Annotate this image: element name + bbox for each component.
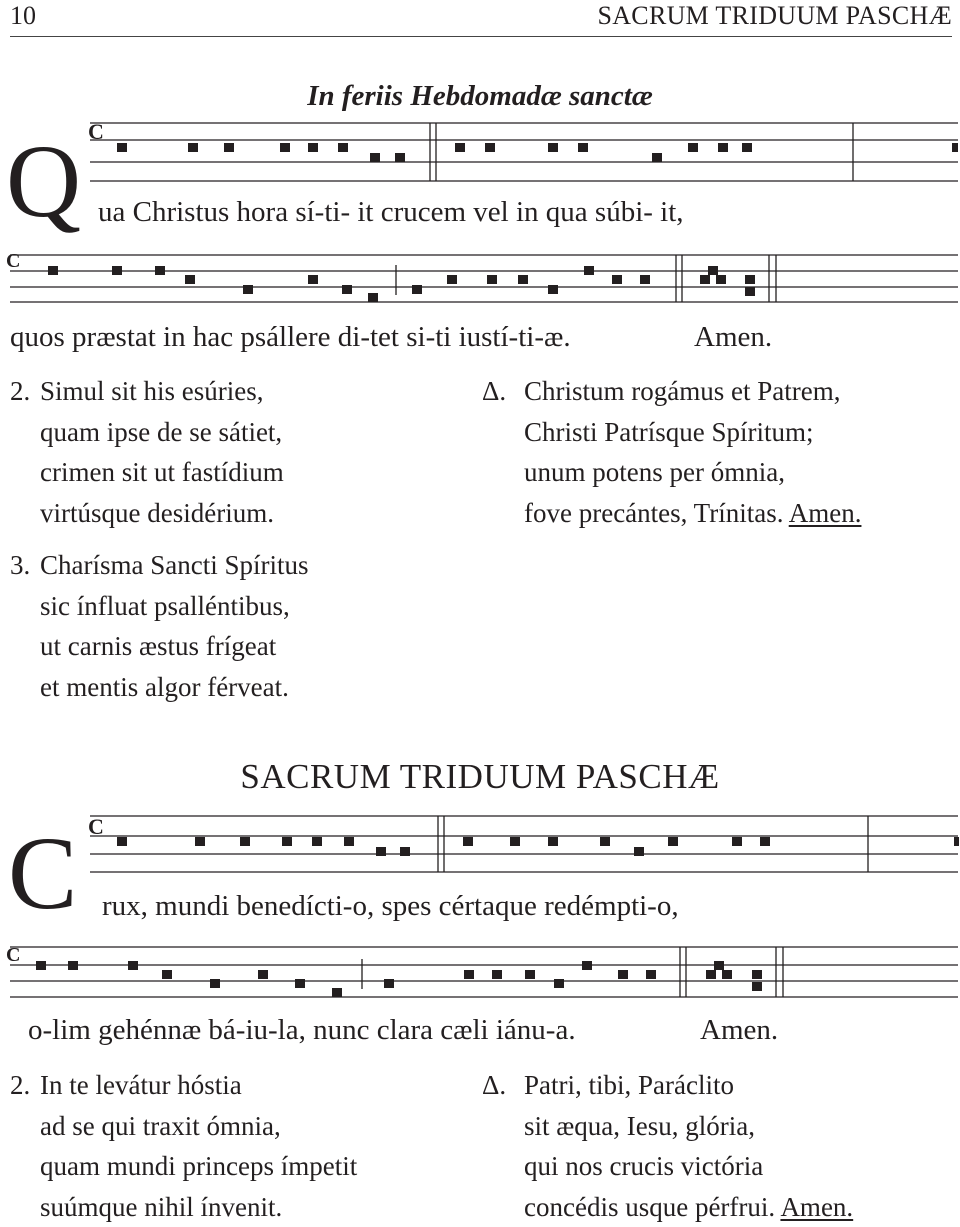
neume-note (668, 837, 678, 846)
neume-note (68, 961, 78, 970)
neume-note (742, 143, 752, 152)
neume-note (463, 837, 473, 846)
neume-note (640, 275, 650, 284)
neume-note (706, 970, 716, 979)
neume-note (48, 266, 58, 275)
hymn1-lyric-line-1: ua Christus hora sí-ti- it crucem vel in qua súbi- it, (98, 196, 684, 228)
neume-note (243, 285, 253, 294)
neume-note (342, 285, 352, 294)
neume-note (700, 275, 710, 284)
section-title: SACRUM TRIDUUM PASCHÆ (240, 757, 720, 796)
hymn-subtitle: In feriis Hebdomadæ sanctæ (307, 80, 653, 112)
neume-note (612, 275, 622, 284)
neume-note (760, 837, 770, 846)
neume-note (210, 979, 220, 988)
neume-note (308, 275, 318, 284)
neume-note (370, 153, 380, 162)
neume-note (714, 961, 724, 970)
chant-staff-3 (0, 808, 960, 878)
neume-note (282, 837, 292, 846)
neume-note (716, 275, 726, 284)
neume-note (36, 961, 46, 970)
do-clef-icon: C (88, 814, 104, 839)
neume-note (400, 847, 410, 856)
neume-note (548, 837, 558, 846)
do-clef-icon: C (6, 250, 21, 272)
neume-note (455, 143, 465, 152)
neume-note (510, 837, 520, 846)
hymn1-stanza-2: 2. Simul sit his esúries, quam ipse de se sátiet, crimen sit ut fastídium virtúsque desidérium. (10, 371, 284, 533)
neume-note (954, 837, 959, 846)
hymn2-stanza-2: 2. In te levátur hóstia ad se qui traxit ómnia, quam mundi princeps ímpetit suúmque nihil ínvenit. (10, 1065, 357, 1227)
stanza-number: 3. (10, 550, 31, 580)
neume-note (185, 275, 195, 284)
stanza-number: 2. (10, 376, 31, 406)
neume-note (155, 266, 165, 275)
neume-note (308, 143, 318, 152)
chant-staff-1 (0, 115, 960, 185)
drop-cap-c: C (8, 816, 78, 931)
neume-note (688, 143, 698, 152)
neume-note (376, 847, 386, 856)
neume-note (708, 266, 718, 275)
neume-note (112, 266, 122, 275)
hymn2-doxology: Δ. Patri, tibi, Paráclito sit æqua, Iesu, glória, qui nos crucis victória concédis usque pérfrui. Amen. (482, 1065, 853, 1227)
neume-note (487, 275, 497, 284)
neume-note (485, 143, 495, 152)
page-number: 10 (10, 1, 36, 30)
neume-note (368, 293, 378, 302)
neume-note (652, 153, 662, 162)
neume-note (295, 979, 305, 988)
neume-note (952, 143, 958, 152)
neume-note (162, 970, 172, 979)
neume-note (600, 837, 610, 846)
neume-note (722, 970, 732, 979)
neume-note (338, 143, 348, 152)
neume-note (548, 143, 558, 152)
neume-note (634, 847, 644, 856)
drop-cap-q: Q (6, 124, 82, 239)
neume-note (447, 275, 457, 284)
chant-staff-2 (0, 245, 960, 305)
hymn1-stanza-3: 3. Charísma Sancti Spíritus sic ínfluat psalléntibus, ut carnis æstus frígeat et mentis algor férveat. (10, 545, 308, 707)
neume-note (195, 837, 205, 846)
page-header (10, 0, 952, 37)
neume-note (752, 970, 762, 979)
neume-note (258, 970, 268, 979)
neume-note (117, 143, 127, 152)
neume-note (344, 837, 354, 846)
neume-note (752, 982, 762, 991)
neume-note (745, 287, 755, 296)
neume-note (718, 143, 728, 152)
neume-note (128, 961, 138, 970)
neume-note (492, 970, 502, 979)
neume-note (384, 979, 394, 988)
doxology-mark: Δ. (482, 1070, 507, 1100)
neume-note (618, 970, 628, 979)
doxology-amen: Amen. (780, 1191, 854, 1222)
hymn1-lyric-text: quos præstat in hac psállere di-tet si-ti iustí-ti-æ. (10, 321, 571, 353)
hymn2-lyric-line-2: o-lim gehénnæ bá-iu-la, nunc clara cæli iánu-a. (28, 1014, 576, 1046)
hymn2-amen: Amen. (700, 1014, 779, 1046)
doxology-amen: Amen. (788, 497, 862, 528)
hymn2-lyric-line-1: rux, mundi benedícti-o, spes cértaque redémpti-o, (102, 890, 679, 922)
stanza-number: 2. (10, 1070, 31, 1100)
neume-note (117, 837, 127, 846)
neume-note (525, 970, 535, 979)
hymn1-lyric-line-2 (10, 321, 571, 354)
neume-note (312, 837, 322, 846)
neume-note (584, 266, 594, 275)
neume-note (646, 970, 656, 979)
neume-note (582, 961, 592, 970)
neume-note (554, 979, 564, 988)
chant-staff-4 (0, 937, 960, 997)
neume-note (518, 275, 528, 284)
neume-note (188, 143, 198, 152)
neume-note (224, 143, 234, 152)
neume-note (732, 837, 742, 846)
neume-note (395, 153, 405, 162)
hymn1-doxology: Δ. Christum rogámus et Patrem, Christi Patrísque Spíritum; unum potens per ómnia, fove precántes, Trínitas. Amen. (482, 371, 861, 533)
neume-note (548, 285, 558, 294)
do-clef-icon: C (6, 944, 21, 966)
doxology-mark: Δ. (482, 376, 507, 406)
neume-note (412, 285, 422, 294)
neume-note (240, 837, 250, 846)
hymn1-amen: Amen. (694, 321, 773, 353)
do-clef-icon: C (88, 119, 104, 144)
neume-note (745, 275, 755, 284)
running-title: SACRUM TRIDUUM PASCHÆ (597, 1, 952, 30)
neume-note (280, 143, 290, 152)
neume-note (578, 143, 588, 152)
neume-note (464, 970, 474, 979)
neume-note (332, 988, 342, 997)
